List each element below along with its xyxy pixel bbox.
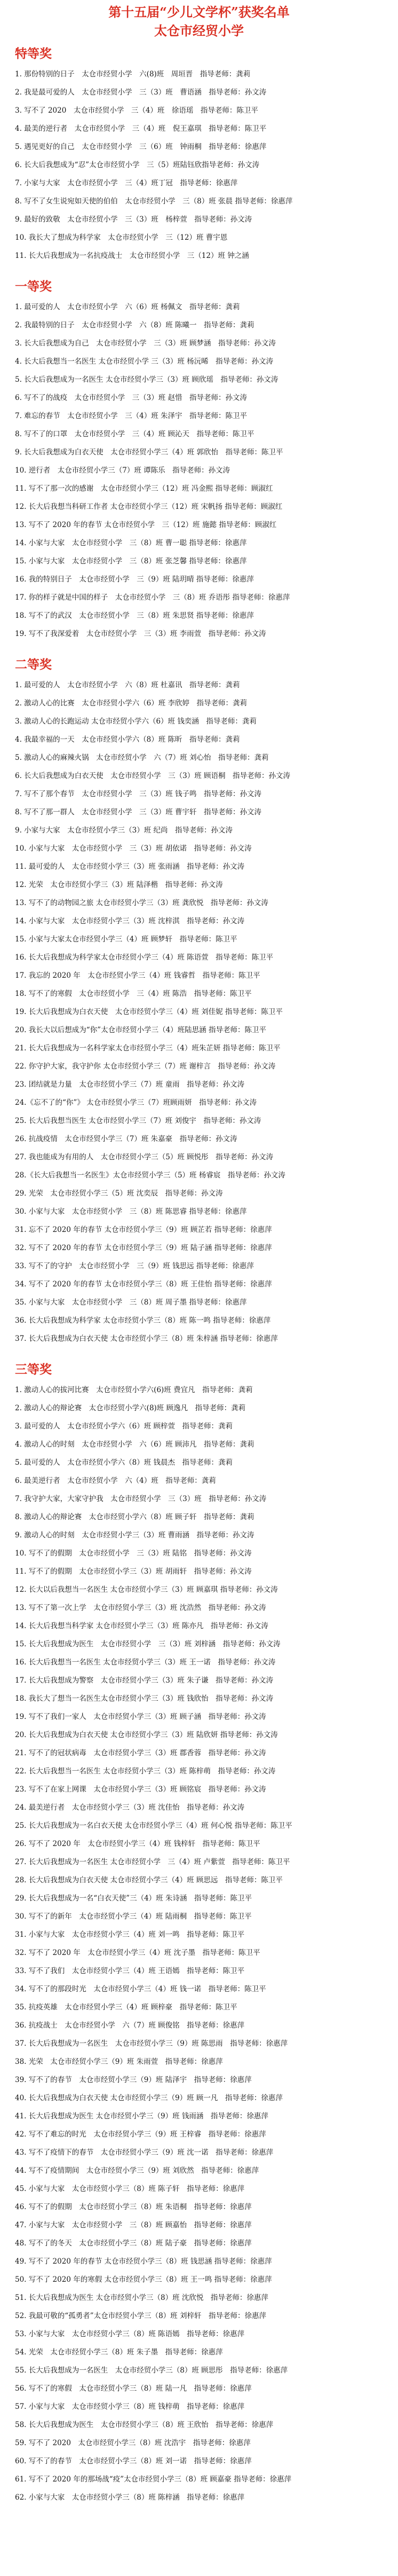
award-entry: 15. 长大后我想成为医生 太仓市经贸小学 三（3）班 刘梓涵 指导老师：孙文涛 [15, 1640, 281, 1648]
award-entry: 6. 长大后我想成为白衣天使 太仓市经贸小学 三（3）班 顾语桐 指导老师：孙文涛 [15, 772, 291, 780]
award-list [15, 1382, 383, 2508]
third-prize-section [15, 1361, 383, 2508]
award-entry: 20. 我长大以后想成为“你”太仓市经贸小学三（4）班陆思涵 指导老师：陈卫平 [15, 1026, 266, 1034]
award-entry: 14. 长大后我想当科学家 太仓市经贸小学三（3）班 陈亦凡 指导老师：孙文涛 [15, 1622, 268, 1630]
award-entry: 13. 写不了第一次上学 太仓市经贸小学三（3）班 沈浩然 指导老师：孙文涛 [15, 1604, 266, 1612]
award-entry: 7. 我守护大家，大家守护我 太仓市经贸小学 三（3）班 指导老师：孙文涛 [15, 1495, 267, 1503]
special-prize-section [15, 45, 383, 276]
award-entry: 38. 光荣 太仓市经贸小学三（9）班 朱雨萱 指导老师：徐惠萍 [15, 2057, 223, 2066]
award-entry: 5. 最可爱的人 太仓市经贸小学六（8）班 钱晨杰 指导老师：龚莉 [15, 1458, 233, 1467]
award-entry: 18. 写不了的武汉 太仓市经贸小学 三（8）班 朱思贤 指导老师：徐惠萍 [15, 611, 254, 620]
award-entry: 8. 写不了的口罩 太仓市经贸小学 三（4）班 顾沁天 指导老师：陈卫平 [15, 430, 254, 438]
award-entry: 15. 小家与大家太仓市经贸小学三（4）班 顾梦轩 指导老师：陈卫平 [15, 935, 237, 944]
award-entry: 34. 写不了的那段时光 太仓市经贸小学三（4）班 钱一诺 指导老师：陈卫平 [15, 1985, 266, 1993]
award-entry: 50. 写不了 2020 年的寒假 太仓市经贸小学三（8）班 王一鸣 指导老师：徐惠萍 [15, 2275, 272, 2284]
award-entry: 10. 写不了的假期 太仓市经贸小学 三（3）班 陆铭 指导老师：孙文涛 [15, 1549, 252, 1558]
award-entry: 4. 最美的逆行者 太仓市经贸小学 三（4）班 倪王嘉琪 指导老师：陈卫平 [15, 124, 267, 133]
award-entry: 33. 写不了的守护 太仓市经贸小学 三（9）班 钱思远 指导老师：徐惠萍 [15, 1262, 254, 1270]
award-entry: 11. 长大后我想成为一名抗疫战士 太仓市经贸小学 三（12）班 钟之涵 [15, 252, 249, 260]
award-entry: 8. 写不了那一群人 太仓市经贸小学 三（3）班 曹宇轩 指导老师：孙文涛 [15, 808, 262, 816]
section-spacer [15, 266, 383, 276]
award-entry: 1. 最可爱的人 太仓市经贸小学 六（6）班 杨佩文 指导老师：龚莉 [15, 303, 240, 311]
award-entry: 6. 长大后我想成为“忍”太仓市经贸小学 三（5）班陆钰欣指导老师：孙文涛 [15, 161, 260, 169]
award-entry: 49. 写不了 2020 年的春节 太仓市经贸小学三（8）班 钱思涵 指导老师：徐惠萍 [15, 2257, 272, 2266]
section-spacer [15, 644, 383, 654]
award-entry: 6. 写不了的战疫 太仓市经贸小学 三（3）班 赵惜 指导老师：孙文涛 [15, 394, 248, 402]
award-entry: 23. 写不了在家上网课 太仓市经贸小学三（3）班 顾铭宸 指导老师：孙文涛 [15, 1785, 266, 1794]
award-entry: 40. 长大后我想成为白衣天使 太仓市经贸小学三（9）班 顾一凡 指导老师：徐惠萍 [15, 2094, 283, 2102]
award-entry: 34. 写不了 2020 年的春节 太仓市经贸小学三（8）班 王佳怡 指导老师：徐惠萍 [15, 1280, 272, 1289]
award-entry: 27. 我也能成为有用的人 太仓市经贸小学三（5）班 顾悦彤 指导老师：孙文涛 [15, 1153, 274, 1161]
award-entry: 3. 写不了 2020 太仓市经贸小学 三（4）班 徐语瑶 指导老师：陈卫平 [15, 106, 258, 115]
award-entry: 43. 写不了疫情下的春节 太仓市经贸小学三（9）班 沈一诺 指导老师：徐惠萍 [15, 2148, 274, 2157]
award-entry: 7. 难忘的春节 太仓市经贸小学 三（4）班 朱泽宇 指导老师：陈卫平 [15, 412, 248, 420]
award-entry: 45. 小家与大家 太仓市经贸小学三（8）班 陈子轩 指导老师：徐惠萍 [15, 2185, 245, 2193]
award-entry: 17. 你的样子就是中国的样子 太仓市经贸小学 三（8）班 乔语彤 指导老师：徐惠萍 [15, 593, 290, 602]
award-list [15, 299, 383, 644]
award-entry: 11. 写不了的假期 太仓市经贸小学三（3）班 胡雨轩 指导老师：孙文涛 [15, 1567, 252, 1576]
award-entry: 6. 最美逆行者 太仓市经贸小学 六（4）班 指导老师：龚莉 [15, 1477, 216, 1485]
award-sections [15, 45, 383, 2508]
school-name: 太仓市经贸小学 [154, 23, 244, 38]
award-entry: 13. 写不了 2020 年的春节 太仓市经贸小学 三（12）班 施懿 指导老师：顾淑红 [15, 521, 277, 529]
award-entry: 24.《忘不了的“你”》 太仓市经贸小学三（7）班顾雨妍 指导老师：孙文涛 [15, 1098, 257, 1107]
award-entry: 23. 团结就是力量 太仓市经贸小学三（7）班 童雨 指导老师：孙文涛 [15, 1080, 245, 1089]
award-entry: 16. 长大后我想当一名医生 太仓市经贸小学三（3）班 王一诺 指导老师：孙文涛 [15, 1658, 276, 1667]
award-entry: 1. 那份特别的日子 太仓市经贸小学 六(8)班 周垣晋 指导老师：龚莉 [15, 70, 251, 78]
award-entry: 16. 长大后我想成为科学家太仓市经贸小学三（4）班 陈语萱 指导老师：陈卫平 [15, 953, 274, 962]
award-entry: 29. 光荣 太仓市经贸小学三（5）班 沈奕辰 指导老师：孙文涛 [15, 1189, 223, 1198]
document-title: 第十五届“少儿文学杯”获奖名单 [108, 4, 290, 20]
award-entry: 18. 我长大了想当一名医生太仓市经贸小学三（3）班 钱欣怡 指导老师：孙文涛 [15, 1694, 274, 1703]
award-entry: 31. 小家与大家 太仓市经贸小学三（4）班 刘一鸣 指导老师：陈卫平 [15, 1930, 245, 1939]
award-entry: 10. 我长大了想成为科学家 太仓市经贸小学 三（12）班 曹宇恩 [15, 233, 228, 242]
award-entry: 35. 抗疫英雄 太仓市经贸小学三（4）班 顾梓豪 指导老师：陈卫平 [15, 2003, 237, 2012]
award-entry: 31. 忘不了 2020 年的春节 太仓市经贸小学三（9）班 顾芷若 指导老师：徐惠萍 [15, 1226, 272, 1234]
award-entry: 9. 激动人心的时刻 太仓市经贸小学三（3）班 曹雨涵 指导老师：孙文涛 [15, 1531, 254, 1540]
award-entry: 10. 小家与大家 太仓市经贸小学 三（3）班 胡依诺 指导老师：孙文涛 [15, 844, 252, 853]
award-entry: 9. 长大后我想成为白衣天使 太仓市经贸小学三（4）班 郭欣怡 指导老师：陈卫平 [15, 448, 283, 457]
award-entry: 11. 最可爱的人 太仓市经贸小学三（3）班 张雨涵 指导老师：孙文涛 [15, 862, 245, 871]
award-entry: 51. 长大后我想成为医生 太仓市经贸小学三（8）班 沈欣悦 指导老师：徐惠萍 [15, 2294, 268, 2302]
award-entry: 13. 写不了的动物园之旅 太仓市经贸小学三（3）班 龚欣悦 指导老师：孙文涛 [15, 899, 268, 907]
award-entry: 39. 写不了的春节 太仓市经贸小学三（9）班 陆泽宇 指导老师：徐惠萍 [15, 2076, 252, 2084]
award-entry: 28.《长大后我想当一名医生》太仓市经贸小学三（5）班 杨睿宸 指导老师：孙文涛 [15, 1171, 285, 1180]
award-entry: 17. 长大后我想成为警察 太仓市经贸小学三（3）班 朱子谦 指导老师：孙文涛 [15, 1676, 274, 1685]
award-entry: 46. 写不了的假期 太仓市经贸小学三（8）班 朱语桐 指导老师：徐惠萍 [15, 2203, 252, 2211]
award-entry: 8. 写不了女生说宛如天使的伯伯 太仓市经贸小学 三（8）班 张晨 指导老师：徐惠萍 [15, 197, 293, 206]
award-entry: 12. 长大以后我想当一名医生 太仓市经贸小学三（3）班 顾嘉琪 指导老师：孙文涛 [15, 1585, 278, 1594]
award-entry: 18. 写不了的寒假 太仓市经贸小学 三（4）班 陈浩 指导老师：陈卫平 [15, 989, 252, 998]
award-entry: 54. 光荣 太仓市经贸小学三（8）班 朱子墨 指导老师：徐惠萍 [15, 2348, 223, 2357]
award-entry: 14. 小家与大家 太仓市经贸小学 三（8）班 曹一聪 指导老师：徐惠萍 [15, 539, 247, 547]
award-entry: 41. 长大后我想成为医生 太仓市经贸小学三（9）班 钱雨涵 指导老师：徐惠萍 [15, 2112, 268, 2121]
award-entry: 9. 小家与大家 太仓市经贸小学三（3）班 纪尚 指导老师：孙文涛 [15, 826, 233, 835]
award-entry: 2. 我是最可爱的人 太仓市经贸小学 三（3）班 曹语涵 指导老师：孙文涛 [15, 88, 267, 97]
award-entry: 1. 激动人心的拔河比赛 太仓市经贸小学六(6)班 费宜凡 指导老师：龚莉 [15, 1386, 253, 1394]
second-prize-section [15, 656, 383, 1358]
award-entry: 57. 小家与大家 太仓市经贸小学三（8）班 钱梓萌 指导老师：徐惠萍 [15, 2402, 245, 2411]
award-entry: 48. 写不了的冬天 太仓市经贸小学三（8）班 陆子豪 指导老师：徐惠萍 [15, 2239, 252, 2248]
award-entry: 15. 小家与大家 太仓市经贸小学 三（8）班 张芝馨 指导老师：徐惠萍 [15, 557, 247, 566]
section-spacer [15, 1349, 383, 1358]
award-entry: 25. 长大后我想成为一名白衣天使 太仓市经贸小学三（4）班 何心悦 指导老师：陈卫平 [15, 1821, 292, 1830]
award-entry: 3. 激动人心的长跑运动 太仓市经贸小学六（6）班 钱奕涵 指导老师：龚莉 [15, 717, 257, 726]
award-entry: 14. 小家与大家 太仓市经贸小学三（3）班 沈梓淇 指导老师：孙文涛 [15, 917, 245, 925]
award-entry: 4. 我最幸福的一天 太仓市经贸小学六（8）班 陈昕 指导老师：龚莉 [15, 735, 240, 744]
award-entry: 44. 写不了疫情期间 太仓市经贸小学三（9）班 刘欣然 指导老师：徐惠萍 [15, 2166, 259, 2175]
award-entry: 30. 小家与大家 太仓市经贸小学 三（8）班 陈思睿 指导老师：徐惠萍 [15, 1207, 247, 1216]
award-entry: 20. 长大后我想成为白衣天使 太仓市经贸小学三（3）班 陆欣妍 指导老师：孙文涛 [15, 1731, 278, 1739]
award-entry: 24. 最美逆行者 太仓市经贸小学三（3）班 沈佳怡 指导老师：孙文涛 [15, 1803, 245, 1812]
award-entry: 36. 长大后我想成为科学家 太仓市经贸小学三（8）班 陈一鸣 指导老师：徐惠萍 [15, 1316, 271, 1325]
award-entry: 60. 写不了的春节 太仓市经贸小学三（8）班 刘一诺 指导老师：徐惠萍 [15, 2457, 252, 2465]
award-entry: 3. 长大后我想成为自己 太仓市经贸小学 三（3）班 顾梦涵 指导老师：孙文涛 [15, 339, 276, 348]
award-entry: 5. 遇见更好的自己 太仓市经贸小学 三（6）班 钟雨桐 指导老师：徐惠萍 [15, 143, 267, 151]
award-entry: 22. 你守护大家，我守护你 太仓市经贸小学三（7）班 谢梓言 指导老师：孙文涛 [15, 1062, 276, 1071]
award-entry: 21. 写不了的冠状病毒 太仓市经贸小学三（3）班 郡香蓉 指导老师：孙文涛 [15, 1749, 266, 1757]
first-prize-section [15, 278, 383, 654]
award-entry: 22. 长大后我想当一名医生 太仓市经贸小学三（3）班 陈梓萌 指导老师：孙文涛 [15, 1767, 276, 1776]
award-entry: 30. 写不了的新年 太仓市经贸小学三（4）班 陆雨桐 指导老师：陈卫平 [15, 1912, 252, 1921]
section-title: 二等奖 [15, 657, 52, 672]
award-entry: 4. 激动人心的时刻 太仓市经贸小学 六（6）班 顾沛凡 指导老师：龚莉 [15, 1440, 254, 1449]
award-entry: 35. 小家与大家 太仓市经贸小学 三（8）班 周子墨 指导老师：徐惠萍 [15, 1298, 247, 1307]
award-entry: 12. 长大后我想当科研工作者 太仓市经贸小学三（12）班 宋帆扬 指导老师：顾淑红 [15, 502, 283, 511]
award-entry: 36. 抗疫战士 太仓市经贸小学 六（7）班 顾俊铭 指导老师：徐惠萍 [15, 2021, 245, 2030]
award-entry: 7. 小家与大家 太仓市经贸小学 三（4）班丁冠 指导老师：徐惠萍 [15, 179, 238, 187]
award-entry: 53. 小家与大家 太仓市经贸小学三（8）班 陈语嫣 指导老师：徐惠萍 [15, 2330, 245, 2338]
section-title: 特等奖 [15, 46, 52, 61]
award-entry: 32. 写不了 2020 年的春节 太仓市经贸小学三（9）班 陆子涵 指导老师：徐惠萍 [15, 1244, 272, 1252]
award-entry: 19. 写不了我们一家人 太仓市经贸小学三（3）班 顾子涵 指导老师：孙文涛 [15, 1713, 266, 1721]
award-entry: 37. 长大后我想成为白衣天使 太仓市经贸小学三（8）班 朱梓涵 指导老师：徐惠萍 [15, 1334, 278, 1343]
award-entry: 1. 最可爱的人 太仓市经贸小学 六（8）班 杜嘉讯 指导老师：龚莉 [15, 681, 240, 689]
award-list [15, 66, 383, 266]
award-entry: 21. 长大后我想成为一名科学家太仓市经贸小学三（4）班朱芷妍 指导老师：陈卫平 [15, 1044, 281, 1053]
award-entry: 17. 我忘的 2020 年 太仓市经贸小学三（4）班 钱睿哲 指导老师：陈卫平 [15, 971, 260, 980]
award-entry: 52. 我最可敬的“孤勇者”太仓市经贸小学三（8）班 刘梓轩 指导老师：徐惠萍 [15, 2312, 266, 2320]
award-entry: 2. 激动人心的比赛 太仓市经贸小学六（6）班 李欣婷 指导老师：龚莉 [15, 699, 248, 708]
section-title: 一等奖 [15, 279, 52, 294]
award-entry: 7. 写不了那个春节 太仓市经贸小学 三（3）班 钱子鸣 指导老师：孙文涛 [15, 790, 262, 798]
award-entry: 19. 长大后我想成为白衣天使 太仓市经贸小学三（4）班 刘佳妮 指导老师：陈卫平 [15, 1008, 283, 1016]
award-entry: 61. 写不了 2020 年的那场战“疫”太仓市经贸小学三（8）班 顾嘉豪 指导老师：徐惠萍 [15, 2475, 292, 2484]
section-title: 三等奖 [15, 1362, 52, 1377]
award-list [15, 677, 383, 1349]
award-entry: 56. 写不了的寒假 太仓市经贸小学三（8）班 陆一凡 指导老师：徐惠萍 [15, 2384, 252, 2393]
award-entry: 19. 写不了我深爱着 太仓市经贸小学 三（3）班 李雨萱 指导老师：孙文涛 [15, 630, 266, 638]
award-entry: 32. 写不了 2020 年 太仓市经贸小学三（4）班 沈子墨 指导老师：陈卫平 [15, 1949, 260, 1957]
award-entry: 29. 长大后我想成为一名“白衣天使”三（4）班 朱诗涵 指导老师：陈卫平 [15, 1894, 252, 1903]
award-entry: 26. 抗战疫情 太仓市经贸小学三（7）班 朱嘉豪 指导老师：孙文涛 [15, 1135, 237, 1143]
award-entry: 33. 写不了我们 太仓市经贸小学三（4）班 王语嫣 指导老师：陈卫平 [15, 1967, 245, 1975]
award-entry: 5. 激动人心的麻辣火锅 太仓市经贸小学 六（7）班 刘心怡 指导老师：龚莉 [15, 753, 269, 762]
award-entry: 59. 写不了 2020 太仓市经贸小学三（8）班 沈浩宇 指导老师：徐惠萍 [15, 2439, 251, 2447]
award-entry: 8. 激动人心的辩论赛 太仓市经贸小学六（8）班 顾子轩 指导老师：龚莉 [15, 1513, 254, 1521]
award-entry: 10. 逆行者 太仓市经贸小学三（7）班 谭陈乐 指导老师：孙文涛 [15, 466, 230, 475]
award-entry: 2. 我最特别的日子 太仓市经贸小学 六（8）班 陈曦一 指导老师：龚莉 [15, 321, 254, 329]
award-entry: 16. 我的特别日子 太仓市经贸小学 三（9）班 陆玥晴 指导老师：徐惠萍 [15, 575, 254, 584]
award-entry: 9. 最好的致敬 太仓市经贸小学 三（3）班 杨梓萱 指导老师：孙文涛 [15, 215, 252, 224]
award-entry: 3. 最可爱的人 太仓市经贸小学六（6）班 顾梓萱 指导老师：龚莉 [15, 1422, 233, 1431]
award-entry: 4. 长大后我想当一名医生 太仓市经贸小学 三（3）班 杨沅晞 指导老师：孙文涛 [15, 357, 274, 366]
award-entry: 55. 长大后我想成为一名医生 太仓市经贸小学三（8）班 顾思彤 指导老师：徐惠萍 [15, 2366, 288, 2375]
award-entry: 11. 写不了那一次的感谢 太仓市经贸小学三（12）班 冯金熙 指导老师：顾淑红 [15, 484, 273, 493]
award-entry: 37. 长大后我想成为一名医生 太仓市经贸小学三（9）班 陈思雨 指导老师：徐惠萍 [15, 2039, 288, 2048]
award-entry: 28. 长大后我想成为白衣天使 太仓市经贸小学三（4）班 顾思远 指导老师：陈卫平 [15, 1876, 283, 1884]
award-entry: 26. 写不了 2020 年 太仓市经贸小学三（4）班 钱梓轩 指导老师：陈卫平 [15, 1840, 260, 1848]
award-entry: 12. 光荣 太仓市经贸小学三（3）班 陆泽楷 指导老师：孙文涛 [15, 881, 223, 889]
award-entry: 62. 小家与大家 太仓市经贸小学三（8）班 陈梓涵 指导老师：徐惠萍 [15, 2493, 245, 2502]
award-entry: 25. 长大后我想当医生 太仓市经贸小学三（7）班 刘俊宇 指导老师：孙文涛 [15, 1117, 261, 1125]
award-entry: 58. 长大后我想成为医生 太仓市经贸小学三（8）班 王欣怡 指导老师：徐惠萍 [15, 2421, 274, 2429]
award-entry: 47. 小家与大家 太仓市经贸小学 三（8）班 顾嘉怡 指导老师：徐惠萍 [15, 2221, 252, 2229]
award-entry: 2. 激动人心的辩论赛 太仓市经贸小学六(8)班 顾逸凡 指导老师：龚莉 [15, 1404, 246, 1412]
award-entry: 5. 长大后我想成为一名医生 太仓市经贸小学三（3）班 顾欣瑶 指导老师：孙文涛 [15, 375, 278, 384]
award-entry: 42. 写不了难忘的时光 太仓市经贸小学三（9）班 王梓睿 指导老师：徐惠萍 [15, 2130, 266, 2139]
award-entry: 27. 长大后我想成为一名医生 太仓市经贸小学 三（4）班 卢紫萱 指导老师：陈卫平 [15, 1858, 290, 1866]
